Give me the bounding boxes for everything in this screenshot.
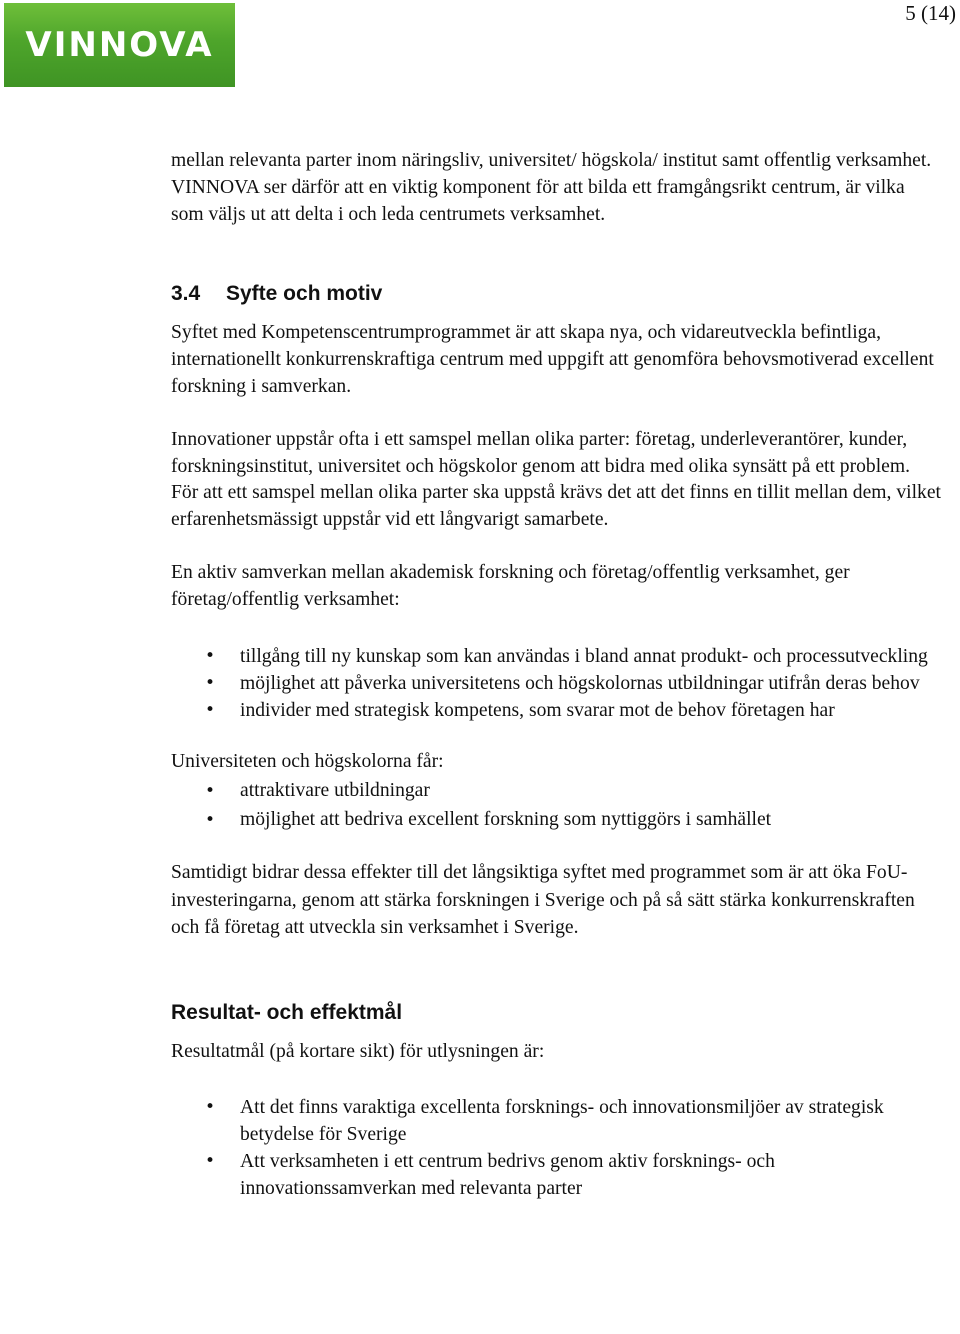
- purpose-paragraph: Syftet med Kompetenscentrumprogrammet är att skapa nya, och vidareutveckla befintliga, internationellt konkurrenskraftiga centrum med uppgift att genomföra behovsmotiverad excellent forskning i samverkan.: [171, 322, 934, 397]
- list-item: • möjlighet att påverka universitetens och högskolornas utbildningar utifrån deras behov: [171, 670, 941, 697]
- company-benefits-list: [171, 643, 941, 724]
- results-intro: Resultatmål (på kortare sikt) för utlysningen är:: [171, 1040, 545, 1062]
- section-heading: [171, 281, 941, 307]
- collaboration-paragraph: En aktiv samverkan mellan akademisk forskning och företag/offentlig verksamhet, ger företag/offentlig verksamhet:: [171, 561, 850, 610]
- results-heading: Resultat- och effektmål: [171, 1000, 403, 1024]
- innovation-paragraph: Innovationer uppstår ofta i ett samspel mellan olika parter: företag, underleverantörer, kunder, forskningsinstitut, universitet och högskolor genom att bidra med olika synsätt på ett problem. För att ett samspel mellan olika parter ska uppstå krävs det att det finns en tillit mellan dem, vilket erfarenhetsmässigt uppstår vid ett långvarigt samarbete.: [171, 428, 941, 531]
- intro-paragraph: mellan relevanta parter inom näringsliv, universitet/ högskola/ institut samt offentlig verksamhet. VINNOVA ser därför att en viktig komponent för att bilda ett framgångsrikt centrum, är vilka som väljs ut att delta i och leda centrumets verksamhet.: [171, 150, 932, 225]
- list-item: • individer med strategisk kompetens, som svarar mot de behov företagen har: [171, 697, 941, 724]
- section-number: 3.4: [171, 282, 201, 306]
- results-list: [171, 1094, 941, 1202]
- list-item: • attraktivare utbildningar: [171, 777, 941, 806]
- list-item: • tillgång till ny kunskap som kan användas i bland annat produkt- och processutveckling: [171, 643, 941, 670]
- effects-paragraph: Samtidigt bidrar dessa effekter till det långsiktiga syftet med programmet som är att öka FoU-investeringarna, genom att stärka forskningen i Sverige och på så sätt stärka konkurrenskraften och få företag att utveckla sin verksamhet i Sverige.: [171, 862, 915, 939]
- vinnova-logo: [4, 3, 235, 87]
- list-item: • Att verksamheten i ett centrum bedrivs genom aktiv forsknings- och innovationssamverkan med relevanta parter: [171, 1148, 941, 1202]
- section-title: Syfte och motiv: [226, 282, 383, 306]
- university-intro: Universiteten och högskolorna får:: [171, 750, 444, 772]
- list-item: • möjlighet att bedriva excellent forskning som nyttiggörs i samhället: [171, 806, 941, 835]
- document-body: [171, 148, 941, 1202]
- logo-text: VINNOVA: [25, 25, 214, 65]
- university-benefits-list: [171, 777, 941, 834]
- list-item: • Att det finns varaktiga excellenta forsknings- och innovationsmiljöer av strategisk betydelse för Sverige: [171, 1094, 941, 1148]
- page-number: 5 (14): [905, 1, 956, 25]
